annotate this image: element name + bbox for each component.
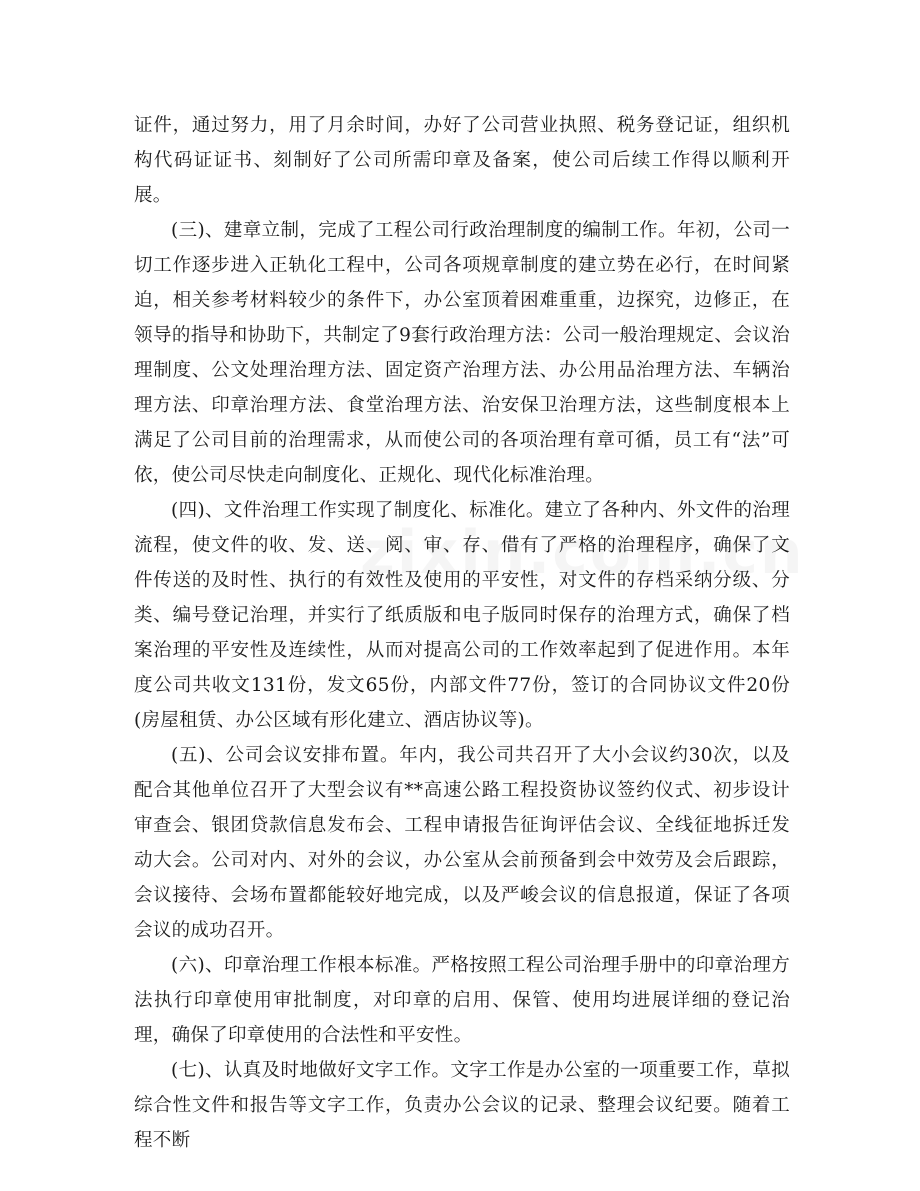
paragraph-section-4: (四)、文件治理工作实现了制度化、标准化。建立了各种内、外文件的治理流程，使文件的收、发、送、阅、审、存、借有了严格的治理程序，确保了文件传送的及时性、执行的有效性及使用的平安性，对文件的存档采纳分级、分类、编号登记治理，并实行了纸质版和电子版同时保存的治理方式，确保了档案治理的平安性及连续性，从而对提高公司的工作效率起到了促进作用。本年度公司共收文131份，发文65份，内部文件77份，签订的合同协议文件20份(房屋租赁、办公区域有形化建立、酒店协议等)。 xyxy=(134,500,790,731)
document-body xyxy=(134,108,790,1158)
paragraph-section-5: (五)、公司会议安排布置。年内，我公司共召开了大小会议约30次，以及配合其他单位召开了大型会议有**高速公路工程投资协议签约仪式、初步设计审查会、银团贷款信息发布会、工程申请报告征询评估会议、全线征地拆迁发动大会。公司对内、对外的会议，办公室从会前预备到会中效劳及会后跟踪，会议接待、会场布置都能较好地完成，以及严峻会议的信息报道，保证了各项会议的成功召开。 xyxy=(134,745,790,941)
paragraph-continuation: 证件，通过努力，用了月余时间，办好了公司营业执照、税务登记证，组织机构代码证证书、刻制好了公司所需印章及备案，使公司后续工作得以顺利开展。 xyxy=(134,115,790,206)
paragraph-section-3: (三)、建章立制，完成了工程公司行政治理制度的编制工作。年初，公司一切工作逐步进入正轨化工程中，公司各项规章制度的建立势在必行，在时间紧迫，相关参考材料较少的条件下，办公室顶着困难重重，边探究，边修正，在领导的指导和协助下，共制定了9套行政治理方法：公司一般治理规定、会议治理制度、公文处理治理方法、固定资产治理方法、办公用品治理方法、车辆治理方法、印章治理方法、食堂治理方法、治安保卫治理方法，这些制度根本上满足了公司目前的治理需求，从而使公司的各项治理有章可循，员工有“法”可依，使公司尽快走向制度化、正规化、现代化标准治理。 xyxy=(134,220,790,486)
paragraph-section-6: (六)、印章治理工作根本标准。严格按照工程公司治理手册中的印章治理方法执行印章使用审批制度，对印章的启用、保管、使用均进展详细的登记治理，确保了印章使用的合法性和平安性。 xyxy=(134,955,790,1046)
paragraph-section-7: (七)、认真及时地做好文字工作。文字工作是办公室的一项重要工作，草拟综合性文件和报告等文字工作，负责办公会议的记录、整理会议纪要。随着工程不断 xyxy=(134,1060,790,1151)
